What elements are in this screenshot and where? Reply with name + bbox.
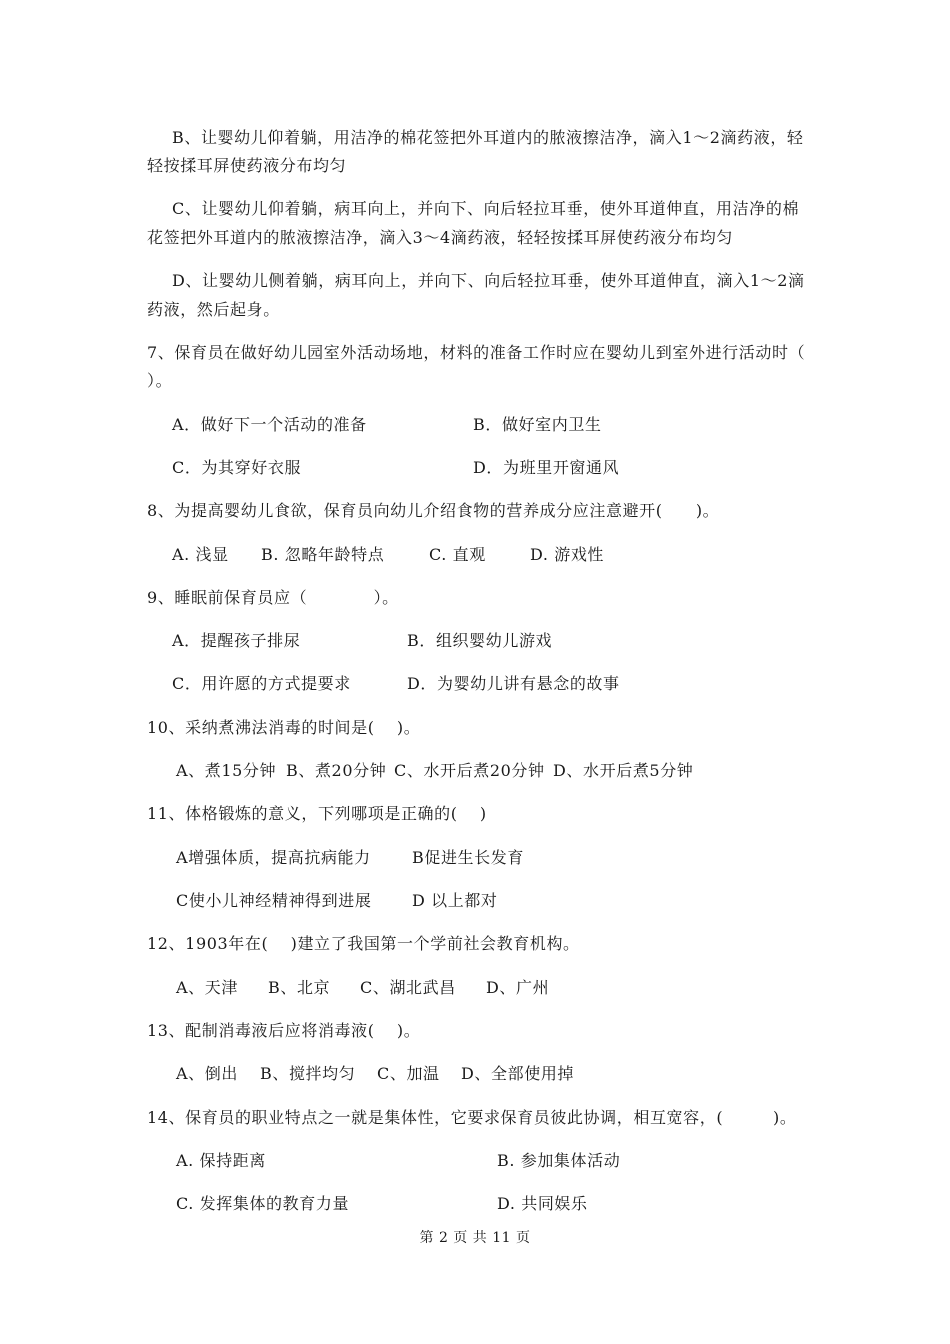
q10-option-a: A、煮15分钟 bbox=[176, 761, 277, 780]
q6-option-c-line1: C、让婴幼儿仰着躺，病耳向上，并向下、向后轻拉耳垂，使外耳道伸直，用洁净的棉 bbox=[172, 199, 800, 218]
q12-stem: 12、1903年在( )建立了我国第一个学前社会教育机构。 bbox=[147, 934, 580, 953]
q11-option-a: A增强体质，提高抗病能力 bbox=[176, 848, 371, 867]
q7-option-d: D．为班里开窗通风 bbox=[473, 458, 620, 477]
q14-option-d: D. 共同娱乐 bbox=[497, 1194, 588, 1213]
q13-option-c: C、加温 bbox=[377, 1064, 440, 1083]
q8-stem: 8、为提高婴幼儿食欲，保育员向幼儿介绍食物的营养成分应注意避开( )。 bbox=[147, 501, 720, 520]
q14-option-c: C. 发挥集体的教育力量 bbox=[176, 1194, 350, 1213]
q6-option-d-line2: 药液，然后起身。 bbox=[147, 300, 280, 319]
q8-option-d: D. 游戏性 bbox=[530, 545, 605, 564]
q13-option-d: D、全部使用掉 bbox=[461, 1064, 575, 1083]
q12-option-c: C、湖北武昌 bbox=[360, 978, 456, 997]
q6-option-b-line2: 轻按揉耳屏使药液分布均匀 bbox=[147, 156, 347, 175]
q14-stem: 14、保育员的职业特点之一就是集体性，它要求保育员彼此协调，相互宽容，( )。 bbox=[147, 1108, 797, 1127]
q12-option-b: B、北京 bbox=[268, 978, 331, 997]
q9-option-b: B．组织婴幼儿游戏 bbox=[407, 631, 553, 650]
q6-option-d-line1: D、让婴幼儿侧着躺，病耳向上，并向下、向后轻拉耳垂，使外耳道伸直，滴入1～2滴 bbox=[172, 271, 805, 290]
q8-option-b: B. 忽略年龄特点 bbox=[261, 545, 385, 564]
q14-option-a: A. 保持距离 bbox=[176, 1151, 266, 1170]
q7-stem-line1: 7、保育员在做好幼儿园室外活动场地，材料的准备工作时应在婴幼儿到室外进行活动时（ bbox=[147, 343, 806, 362]
q7-stem-line2: ）。 bbox=[147, 371, 173, 390]
q7-option-c: C．为其穿好衣服 bbox=[172, 458, 302, 477]
q8-option-a: A. 浅显 bbox=[172, 545, 229, 564]
q11-option-d: D 以上都对 bbox=[412, 891, 498, 910]
q10-option-c: C、水开后煮20分钟 bbox=[394, 761, 545, 780]
q11-stem: 11、体格锻炼的意义，下列哪项是正确的( ) bbox=[147, 804, 487, 823]
q9-option-d: D．为婴幼儿讲有悬念的故事 bbox=[407, 674, 620, 693]
q14-option-b: B. 参加集体活动 bbox=[497, 1151, 621, 1170]
q11-option-c: C使小儿神经精神得到进展 bbox=[176, 891, 372, 910]
q13-option-b: B、搅拌均匀 bbox=[260, 1064, 356, 1083]
q7-option-a: A．做好下一个活动的准备 bbox=[172, 415, 367, 434]
q7-option-b: B．做好室内卫生 bbox=[473, 415, 602, 434]
q6-option-c-line2: 花签把外耳道内的脓液擦洁净，滴入3～4滴药液，轻轻按揉耳屏使药液分布均匀 bbox=[147, 228, 733, 247]
q13-stem: 13、配制消毒液后应将消毒液( )。 bbox=[147, 1021, 421, 1040]
q9-option-c: C．用许愿的方式提要求 bbox=[172, 674, 351, 693]
q9-stem: 9、睡眠前保育员应（ ）。 bbox=[147, 588, 399, 607]
q12-option-a: A、天津 bbox=[176, 978, 238, 997]
q11-option-b: B促进生长发育 bbox=[412, 848, 524, 867]
q6-option-b-line1: B、让婴幼儿仰着躺，用洁净的棉花签把外耳道内的脓液擦洁净，滴入1～2滴药液，轻 bbox=[172, 128, 804, 147]
q9-option-a: A．提醒孩子排尿 bbox=[172, 631, 301, 650]
page-number-footer: 第 2 页 共 11 页 bbox=[419, 1230, 531, 1246]
q10-option-b: B、煮20分钟 bbox=[286, 761, 387, 780]
q13-option-a: A、倒出 bbox=[176, 1064, 238, 1083]
q8-option-c: C. 直观 bbox=[429, 545, 486, 564]
q10-option-d: D、水开后煮5分钟 bbox=[553, 761, 694, 780]
q10-stem: 10、采纳煮沸法消毒的时间是( )。 bbox=[147, 718, 421, 737]
q12-option-d: D、广州 bbox=[486, 978, 550, 997]
